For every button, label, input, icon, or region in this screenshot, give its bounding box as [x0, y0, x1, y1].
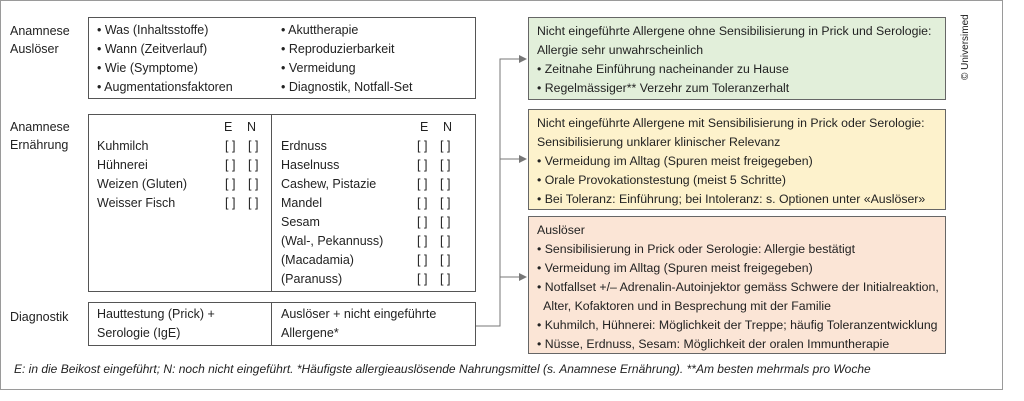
- result-box-unclear-relevance: Nicht eingeführte Allergene mit Sensibilisierung in Prick oder Serologie: Sensibilisierung unklarer klinischer Relevanz • Vermeidung im Alltag (Spuren meist freigegeben) • Orale Provokationstestung (meist 5 Schritte) • Bei Toleranz: Einführung; bei Intoleranz: s. Optionen unter «Auslöser»: [528, 109, 946, 210]
- checkbox-n: [ ]: [440, 272, 451, 286]
- label-anamnese-ernaehrung: Anamnese Ernährung: [10, 120, 70, 152]
- food-row: (Wal-, Pekannuss) [ ] [ ]: [281, 232, 471, 251]
- column-header-e: E: [420, 120, 429, 134]
- checkbox-e: [ ]: [417, 177, 428, 191]
- list-item: • Diagnostik, Notfall-Set: [281, 80, 413, 94]
- food-row: (Macadamia) [ ] [ ]: [281, 251, 471, 270]
- checkbox-e: [ ]: [417, 234, 428, 248]
- checkbox-n: [ ]: [440, 158, 451, 172]
- food-row: Erdnuss [ ] [ ]: [281, 137, 471, 156]
- list-item: • Akuttherapie: [281, 23, 359, 37]
- checkbox-n: [ ]: [248, 196, 259, 210]
- label-diagnostik: Diagnostik: [10, 310, 69, 324]
- checkbox-n: [ ]: [248, 139, 259, 153]
- food-row: Hühnerei [ ] [ ]: [97, 156, 267, 175]
- checkbox-e: [ ]: [225, 177, 236, 191]
- checkbox-e: [ ]: [225, 139, 236, 153]
- food-row: Sesam [ ] [ ]: [281, 213, 471, 232]
- checkbox-e: [ ]: [417, 139, 428, 153]
- food-row: (Paranuss) [ ] [ ]: [281, 270, 471, 289]
- checkbox-n: [ ]: [440, 177, 451, 191]
- checkbox-e: [ ]: [225, 158, 236, 172]
- diagnostik-right: Auslöser + nicht eingeführte Allergene*: [281, 307, 437, 340]
- connector-line: [476, 59, 526, 326]
- food-row: Weisser Fisch [ ] [ ]: [97, 194, 267, 213]
- checkbox-e: [ ]: [225, 196, 236, 210]
- food-row: Mandel [ ] [ ]: [281, 194, 471, 213]
- list-item: • Augmentationsfaktoren: [97, 80, 233, 94]
- food-row: Weizen (Gluten) [ ] [ ]: [97, 175, 267, 194]
- list-item: • Vermeidung: [281, 61, 356, 75]
- checkbox-n: [ ]: [248, 177, 259, 191]
- column-header-n: N: [247, 120, 257, 134]
- diagnostik-left: Hauttestung (Prick) + Serologie (IgE): [97, 307, 215, 340]
- list-item: • Wie (Symptome): [97, 61, 198, 75]
- result-box-ausloeser: Auslöser • Sensibilisierung in Prick oder Serologie: Allergie bestätigt • Vermeidung im Alltag (Spuren meist freigegeben) • Notfallset +/– Adrenalin-Autoinjektor gemäss Schwere der Initialreaktion, Alter, Kofaktoren und in Besprechung mit der Familie • Kuhmilch, Hühnerei: Möglichkeit der Treppe; häufig Toleranzentwicklung • Nüsse, Erdnuss, Sesam: Möglichkeit der oralen Immuntherapie: [528, 216, 946, 354]
- list-item: • Wann (Zeitverlauf): [97, 42, 208, 56]
- result-box-no-sensitization: Nicht eingeführte Allergene ohne Sensibilisierung in Prick und Serologie: Allergie sehr unwahrscheinlich • Zeitnahe Einführung nacheinander zu Hause • Regelmässiger** Verzehr zum Toleranzerhalt: [528, 17, 946, 100]
- checkbox-e: [ ]: [417, 158, 428, 172]
- checkbox-e: [ ]: [417, 215, 428, 229]
- food-row: Cashew, Pistazie [ ] [ ]: [281, 175, 471, 194]
- checkbox-n: [ ]: [440, 215, 451, 229]
- checkbox-n: [ ]: [440, 139, 451, 153]
- checkbox-e: [ ]: [417, 196, 428, 210]
- column-header-n: N: [443, 120, 453, 134]
- food-row: Haselnuss [ ] [ ]: [281, 156, 471, 175]
- checkbox-n: [ ]: [440, 196, 451, 210]
- copyright-notice: © Universimed: [960, 14, 971, 80]
- checkbox-e: [ ]: [417, 253, 428, 267]
- checkbox-n: [ ]: [440, 253, 451, 267]
- footnote: E: in die Beikost eingeführt; N: noch nicht eingeführt. *Häufigste allergieauslösende Nahrungsmittel (s. Anamnese Ernährung). **Am besten mehrmals pro Woche: [14, 362, 871, 376]
- checkbox-n: [ ]: [248, 158, 259, 172]
- food-row: Kuhmilch [ ] [ ]: [97, 137, 267, 156]
- list-item: • Reproduzierbarkeit: [281, 42, 395, 56]
- label-anamnese-ausloeser: Anamnese Auslöser: [10, 24, 70, 56]
- list-item: • Was (Inhaltsstoffe): [97, 23, 209, 37]
- checkbox-n: [ ]: [440, 234, 451, 248]
- column-header-e: E: [224, 120, 233, 134]
- checkbox-e: [ ]: [417, 272, 428, 286]
